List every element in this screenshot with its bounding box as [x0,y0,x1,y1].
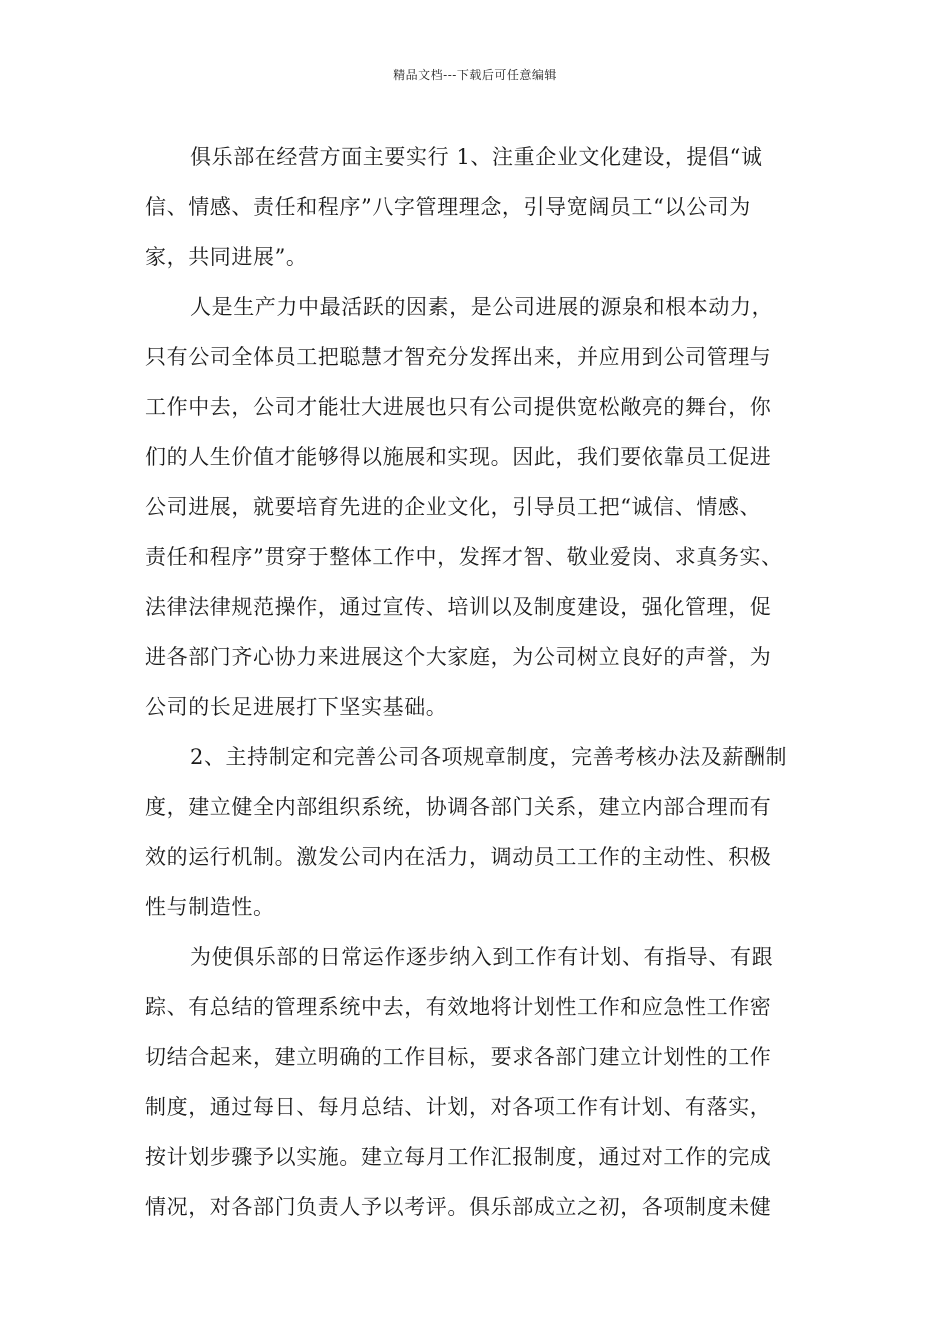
text-line: 们的人生价值才能够得以施展和实现。因此，我们要依靠员工促进 [145,445,772,469]
text-line: 度，建立健全内部组织系统，协调各部门关系，建立内部合理而有 [145,795,772,819]
text-line: 俱乐部在经营方面主要实行 1、注重企业文化建设，提倡“诚 [190,145,763,169]
paragraph [145,282,825,732]
text-line: 公司的长足进展打下坚实基础。 [145,695,448,719]
text-line: 踪、有总结的管理系统中去，有效地将计划性工作和应急性工作密 [145,995,772,1019]
text-line: 信、情感、责任和程序”八字管理理念，引导宽阔员工“以公司为 [145,195,751,219]
text-line: 2、主持制定和完善公司各项规章制度，完善考核办法及薪酬制 [190,745,788,769]
page-header: 精品文档---下载后可任意编辑 [393,68,557,82]
text-line: 法律法律规范操作，通过宣传、培训以及制度建设，强化管理，促 [145,595,772,619]
text-line: 工作中去，公司才能壮大进展也只有公司提供宽松敞亮的舞台，你 [145,395,772,419]
document-body [145,132,825,1232]
text-line: 效的运行机制。激发公司内在活力，调动员工工作的主动性、积极 [145,845,772,869]
text-line: 性与制造性。 [145,895,275,919]
text-line: 制度，通过每日、每月总结、计划，对各项工作有计划、有落实， [145,1095,772,1119]
text-line: 进各部门齐心协力来进展这个大家庭，为公司树立良好的声誉，为 [145,645,772,669]
text-line: 公司进展，就要培育先进的企业文化，引导员工把“诚信、情感、 [145,495,762,519]
text-line: 为使俱乐部的日常运作逐步纳入到工作有计划、有指导、有跟 [190,945,774,969]
paragraph [145,132,825,282]
text-line: 按计划步骤予以实施。建立每月工作汇报制度，通过对工作的完成 [145,1145,772,1169]
paragraph [145,732,825,932]
text-line: 责任和程序”贯穿于整体工作中，发挥才智、敬业爱岗、求真务实、 [145,545,783,569]
text-line: 只有公司全体员工把聪慧才智充分发挥出来，并应用到公司管理与 [145,345,772,369]
text-line: 家，共同进展”。 [145,245,308,269]
text-line: 情况，对各部门负责人予以考评。俱乐部成立之初，各项制度未健 [145,1195,772,1219]
paragraph [145,932,825,1232]
text-line: 人是生产力中最活跃的因素，是公司进展的源泉和根本动力， [190,295,774,319]
text-line: 切结合起来，建立明确的工作目标，要求各部门建立计划性的工作 [145,1045,772,1069]
